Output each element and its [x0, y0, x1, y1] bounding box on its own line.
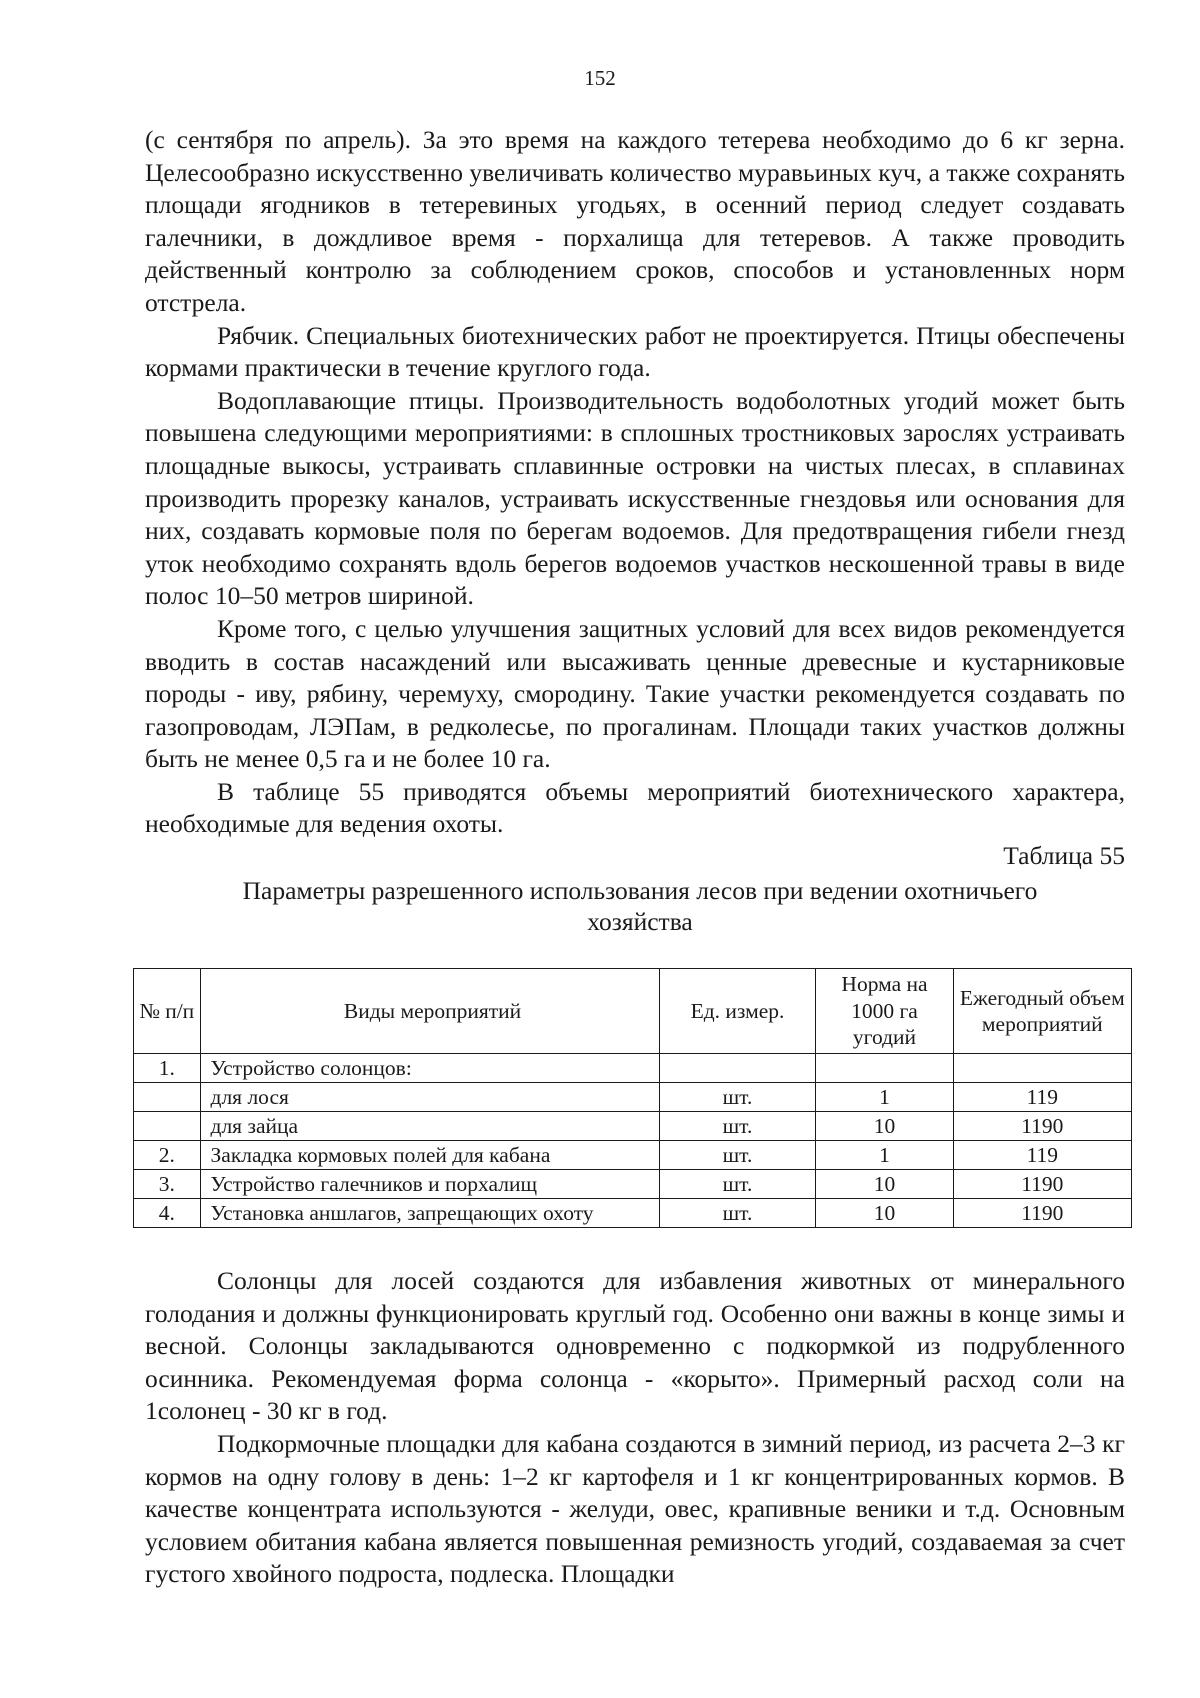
cell-num — [134, 1083, 201, 1112]
table-row — [134, 1112, 1132, 1141]
cell-norm: 1 — [816, 1141, 953, 1170]
table-row — [134, 1054, 1132, 1083]
table-row — [134, 1083, 1132, 1112]
cell-name: для зайца — [200, 1112, 659, 1141]
data-table — [133, 968, 1132, 1228]
cell-num: 3. — [134, 1170, 201, 1199]
cell-num — [134, 1112, 201, 1141]
cell-unit: шт. — [659, 1083, 816, 1112]
cell-unit: шт. — [659, 1141, 816, 1170]
table-title: Параметры разрешенного использования лесов при ведении охотничьего хозяйства — [242, 876, 1038, 936]
paragraph: Солонцы для лосей создаются для избавления животных от минерального голодания и должны функционировать круглый год. Особенно они важны в конце зимы и весной. Солонцы закладываются одновременно с подкормкой из подрубленного осинника. Рекомендуемая форма солонца - «корыто». Примерный расход соли на 1солонец - 30 кг в год. — [145, 1266, 1125, 1426]
cell-volume: 1190 — [953, 1170, 1131, 1199]
table-header-row — [134, 969, 1132, 1054]
cell-num: 2. — [134, 1141, 201, 1170]
table-row — [134, 1141, 1132, 1170]
paragraph: В таблице 55 приводятся объемы мероприятий биотехнического характера, необходимые для ведения охоты. — [145, 776, 1125, 839]
cell-name: Установка аншлагов, запрещающих охоту — [200, 1199, 659, 1228]
cell-norm: 10 — [816, 1170, 953, 1199]
paragraph: Подкормочные площадки для кабана создаются в зимний период, из расчета 2–3 кг кормов на одну голову в день: 1–2 кг картофеля и 1 кг концентрированных кормов. В качестве концентрата используются - желуди, овес, крапивные веники и т.д. Основным условием обитания кабана является повышенная ремизность угодий, создаваемая за счет густого хвойного подроста, подлеска. Площадки — [145, 1428, 1125, 1589]
cell-norm — [816, 1054, 953, 1083]
header-norm: Норма на 1000 га угодий — [816, 969, 953, 1054]
header-unit: Ед. измер. — [659, 969, 816, 1054]
cell-num: 4. — [134, 1199, 201, 1228]
cell-volume: 119 — [953, 1141, 1131, 1170]
header-volume: Ежегодный объем мероприятий — [953, 969, 1131, 1054]
cell-volume: 1190 — [953, 1199, 1131, 1228]
cell-norm: 10 — [816, 1199, 953, 1228]
cell-unit — [659, 1054, 816, 1083]
cell-volume: 1190 — [953, 1112, 1131, 1141]
cell-unit: шт. — [659, 1112, 816, 1141]
cell-unit: шт. — [659, 1170, 816, 1199]
paragraph: Кроме того, с целью улучшения защитных условий для всех видов рекомендуется вводить в состав насаждений или высаживать ценные древесные и кустарниковые породы - иву, рябину, черемуху, смородину. Такие участки рекомендуется создавать по газопроводам, ЛЭПам, в редколесье, по прогалинам. Площади таких участков должны быть не менее 0,5 га и не более 10 га. — [145, 613, 1125, 774]
header-num: № п/п — [134, 969, 201, 1054]
cell-unit: шт. — [659, 1199, 816, 1228]
table-row — [134, 1199, 1132, 1228]
cell-volume: 119 — [953, 1083, 1131, 1112]
table-row — [134, 1170, 1132, 1199]
cell-norm: 10 — [816, 1112, 953, 1141]
paragraph: Рябчик. Специальных биотехнических работ не проектируется. Птицы обеспечены кормами практически в течение круглого года. — [145, 320, 1125, 383]
cell-norm: 1 — [816, 1083, 953, 1112]
cell-volume — [953, 1054, 1131, 1083]
body-text-top — [145, 124, 1125, 841]
table-label: Таблица 55 — [1003, 841, 1125, 870]
cell-num: 1. — [134, 1054, 201, 1083]
page-number: 152 — [584, 66, 616, 90]
body-text-bottom — [145, 1265, 1125, 1591]
cell-name: Устройство галечников и порхалищ — [200, 1170, 659, 1199]
paragraph: Водоплавающие птицы. Производительность водоболотных угодий может быть повышена следующими мероприятиями: в сплошных тростниковых зарослях устраивать площадные выкосы, устраивать сплавинные островки на чистых плесах, в сплавинах производить прорезку каналов, устраивать искусственные гнездовья или основания для них, создавать кормовые поля по берегам водоемов. Для предотвращения гибели гнезд уток необходимо сохранять вдоль берегов водоемов участков нескошенной травы в виде полос 10–50 метров шириной. — [145, 385, 1125, 611]
paragraph: (с сентября по апрель). За это время на каждого тетерева необходимо до 6 кг зерна. Целесообразно искусственно увеличивать количество муравьиных куч, а также сохранять площади ягодников в тетеревиных угодьях, в осенний период следует создавать галечники, в дождливое время - порхалища для тетеревов. А также проводить действенный контролю за соблюдением сроков, способов и установленных норм отстрела. — [145, 125, 1125, 317]
cell-name: Устройство солонцов: — [200, 1054, 659, 1083]
header-name: Виды мероприятий — [200, 969, 659, 1054]
cell-name: Закладка кормовых полей для кабана — [200, 1141, 659, 1170]
cell-name: для лося — [200, 1083, 659, 1112]
